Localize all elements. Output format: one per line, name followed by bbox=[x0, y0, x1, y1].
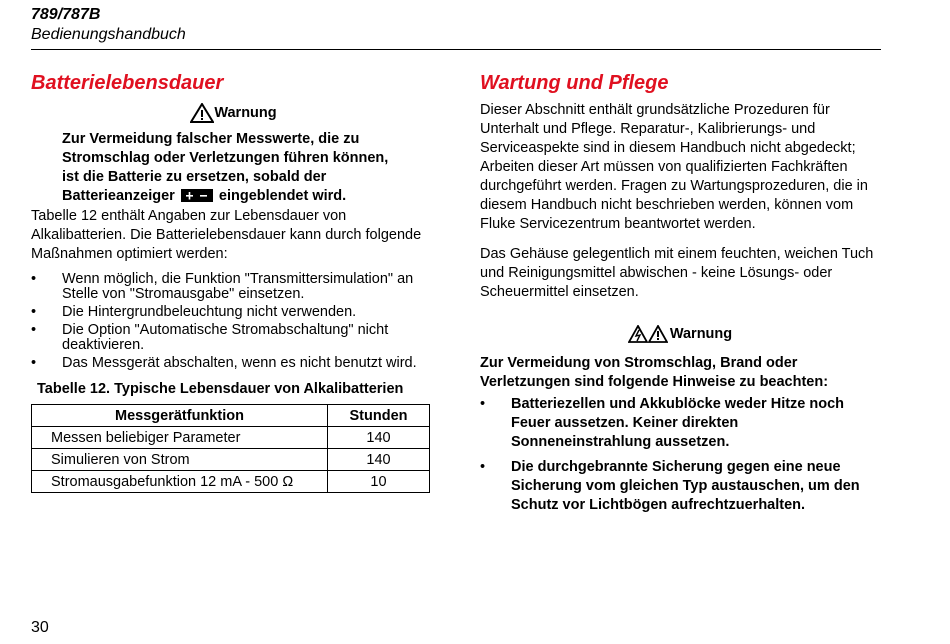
warning-triangle-icon bbox=[190, 103, 214, 123]
section-title-maintenance: Wartung und Pflege bbox=[480, 72, 669, 94]
battery-indicator-icon bbox=[181, 189, 213, 202]
table-row bbox=[32, 471, 430, 493]
table-cell-function: Messen beliebiger Parameter bbox=[32, 427, 328, 449]
maintenance-paragraph-1: Dieser Abschnitt enthält grundsätzliche Prozeduren für Unterhalt und Pflege. Reparatur-, Kalibrierungs- und Serviceaspekte sind in diesem Handbuch nicht abgedeckt; Arbeiten dieser Art müssen von qualifizierten Fachkräften durchgeführt werden. Fragen zu Wartungsprozeduren, die in diesem Handbuch nicht beschrieben werden, können vom Fluke Servicezentrum beantwortet werden. bbox=[480, 102, 868, 232]
list-item: • Wenn möglich, die Funktion "Transmittersimulation" an Stelle von "Stromausgabe" einsetzen. bbox=[31, 271, 414, 302]
table-cell-function: Simulieren von Strom bbox=[32, 449, 328, 471]
table-cell-function: Stromausgabefunktion 12 mA - 500 Ω bbox=[32, 471, 328, 493]
warning-list bbox=[480, 395, 880, 515]
table-cell-hours: 140 bbox=[328, 427, 430, 449]
table-row bbox=[32, 427, 430, 449]
table-row bbox=[32, 449, 430, 471]
warning-label-2: Warnung bbox=[669, 326, 733, 342]
header-rule bbox=[31, 49, 881, 50]
table-cell-hours: 10 bbox=[328, 471, 430, 493]
page-number: 30 bbox=[31, 619, 49, 636]
list-item: • Die durchgebrannte Sicherung gegen eine neue Sicherung vom gleichen Typ austauschen, um den Schutz vor Lichtbögen aufrechtzuerhalten. bbox=[480, 459, 860, 513]
list-item: • Batteriezellen und Akkublöcke weder Hitze noch Feuer aussetzen. Keiner direkten Sonneneinstrahlung aussetzen. bbox=[480, 396, 845, 450]
warning-text-part2: eingeblendet wird. bbox=[218, 188, 347, 204]
list-item: • Die Hintergrundbeleuchtung nicht verwenden. bbox=[31, 304, 357, 320]
left-column bbox=[31, 70, 436, 493]
page-header bbox=[31, 5, 186, 45]
warning-text-part1: Zur Vermeidung falscher Messwerte, die zu Stromschlag oder Verletzungen führen können, ist die Batterie zu ersetzen, sobald der Batterieanzeiger bbox=[62, 131, 389, 204]
warning-heading bbox=[31, 103, 436, 123]
model-number: 789/787B bbox=[31, 6, 101, 23]
column-header-hours: Stunden bbox=[328, 405, 430, 427]
shock-hazard-icon bbox=[628, 325, 648, 343]
column-header-function: Messgerätfunktion bbox=[32, 405, 328, 427]
warning-triangle-icon bbox=[648, 325, 668, 343]
manual-title: Bedienungshandbuch bbox=[31, 26, 186, 43]
table-cell-hours: 140 bbox=[328, 449, 430, 471]
table-caption: Tabelle 12. Typische Lebensdauer von Alkalibatterien bbox=[37, 381, 404, 397]
battery-life-table bbox=[31, 404, 430, 493]
section-title-battery-life: Batterielebensdauer bbox=[31, 72, 224, 94]
warning-label: Warnung bbox=[214, 105, 277, 121]
maintenance-paragraph-2: Das Gehäuse gelegentlich mit einem feuchten, weichen Tuch und Reinigungsmittel abwischen - keine Lösungs- oder Scheuermittel einsetzen. bbox=[480, 246, 874, 300]
right-column bbox=[480, 70, 880, 521]
warning-intro: Zur Vermeidung von Stromschlag, Brand oder Verletzungen sind folgende Hinweise zu beachten: bbox=[480, 355, 829, 390]
warning-text bbox=[62, 130, 402, 206]
list-item: • Die Option "Automatische Stromabschaltung" nicht deaktivieren. bbox=[31, 322, 389, 353]
warning-heading-2 bbox=[480, 324, 880, 344]
battery-intro: Tabelle 12 enthält Angaben zur Lebensdauer von Alkalibatterien. Die Batterielebensdauer kann durch folgende Maßnahmen optimiert werden: bbox=[31, 208, 422, 262]
table-header-row bbox=[32, 405, 430, 427]
list-item: • Das Messgerät abschalten, wenn es nicht benutzt wird. bbox=[31, 355, 417, 371]
battery-tips-list bbox=[31, 272, 436, 371]
